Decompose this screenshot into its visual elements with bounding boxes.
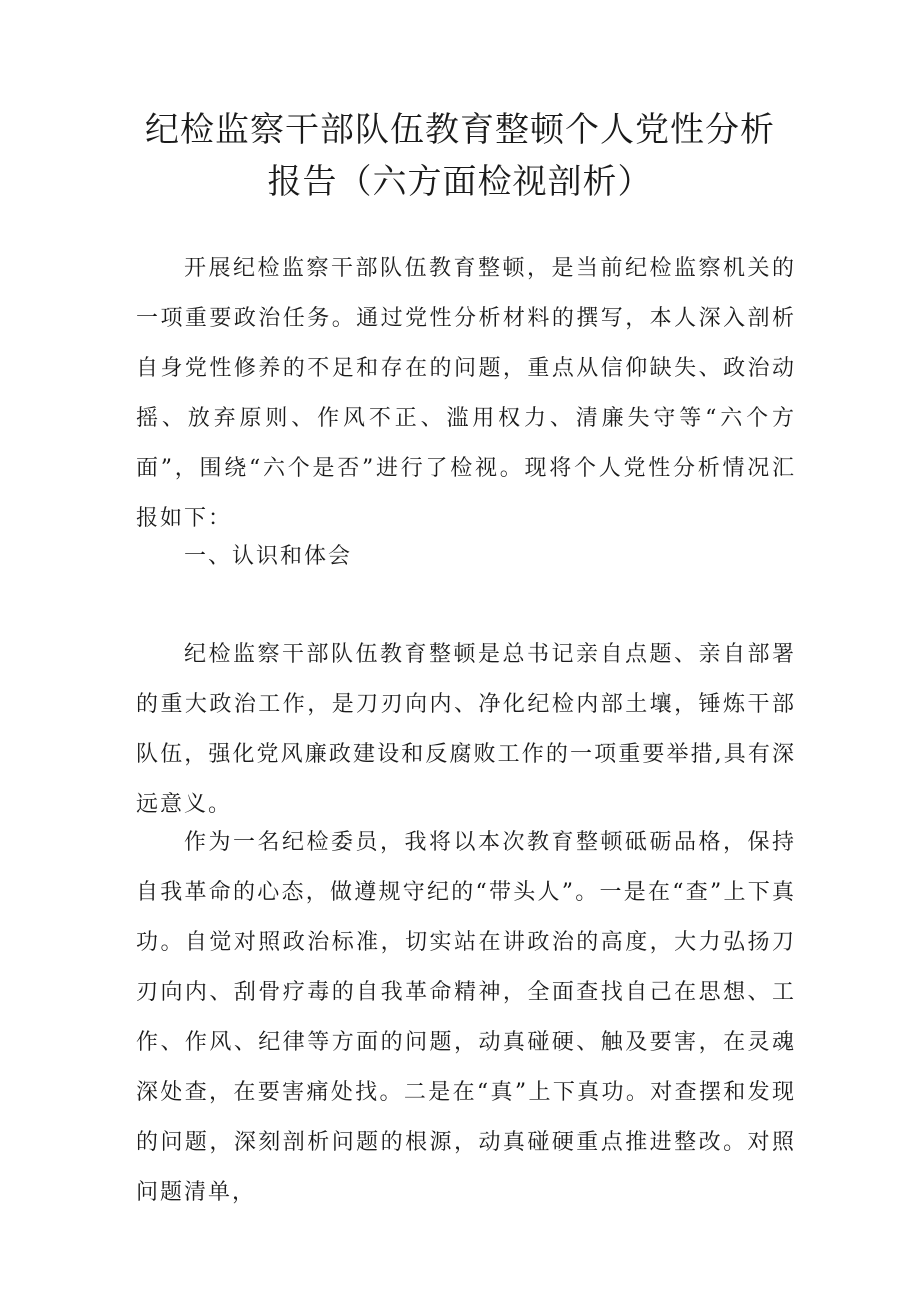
body-paragraph: 作为一名纪检委员，我将以本次教育整顿砥砺品格，保持自我革命的心态，做遵规守纪的“带头人”。一是在“查”上下真功。自觉对照政治标准，切实站在讲政治的高度，大力弘扬刀刃向内、刮骨疗毒的自我革命精神，全面查找自己在思想、工作、作风、纪律等方面的问题，动真碰硬、触及要害，在灵魂深处查，在要害痛处找。二是在“真”上下真功。对查摆和发现的问题，深刻剖析问题的根源，动真碰硬重点推进整改。对照问题清单， (136, 830, 796, 1205)
body-paragraph: 纪检监察干部队伍教育整顿是总书记亲自点题、亲自部署的重大政治工作，是刀刃向内、净化纪检内部土壤，锤炼干部队伍，强化党风廉政建设和反腐败工作的一项重要举措,具有深远意义。 (136, 642, 796, 817)
document-title-line-2: 报告（六方面检视剖析） (267, 162, 653, 202)
document-title-line-1: 纪检监察干部队伍教育整顿个人党性分析 (145, 110, 775, 150)
intro-paragraph: 开展纪检监察干部队伍教育整顿，是当前纪检监察机关的一项重要政治任务。通过党性分析材料的撰写，本人深入剖析自身党性修养的不足和存在的问题，重点从信仰缺失、政治动摇、放弃原则、作风不正、滥用权力、清廉失守等“六个方面”，围绕“六个是否”进行了检视。现将个人党性分析情况汇报如下： (136, 256, 796, 531)
section-heading: 一、认识和体会 (184, 544, 353, 569)
